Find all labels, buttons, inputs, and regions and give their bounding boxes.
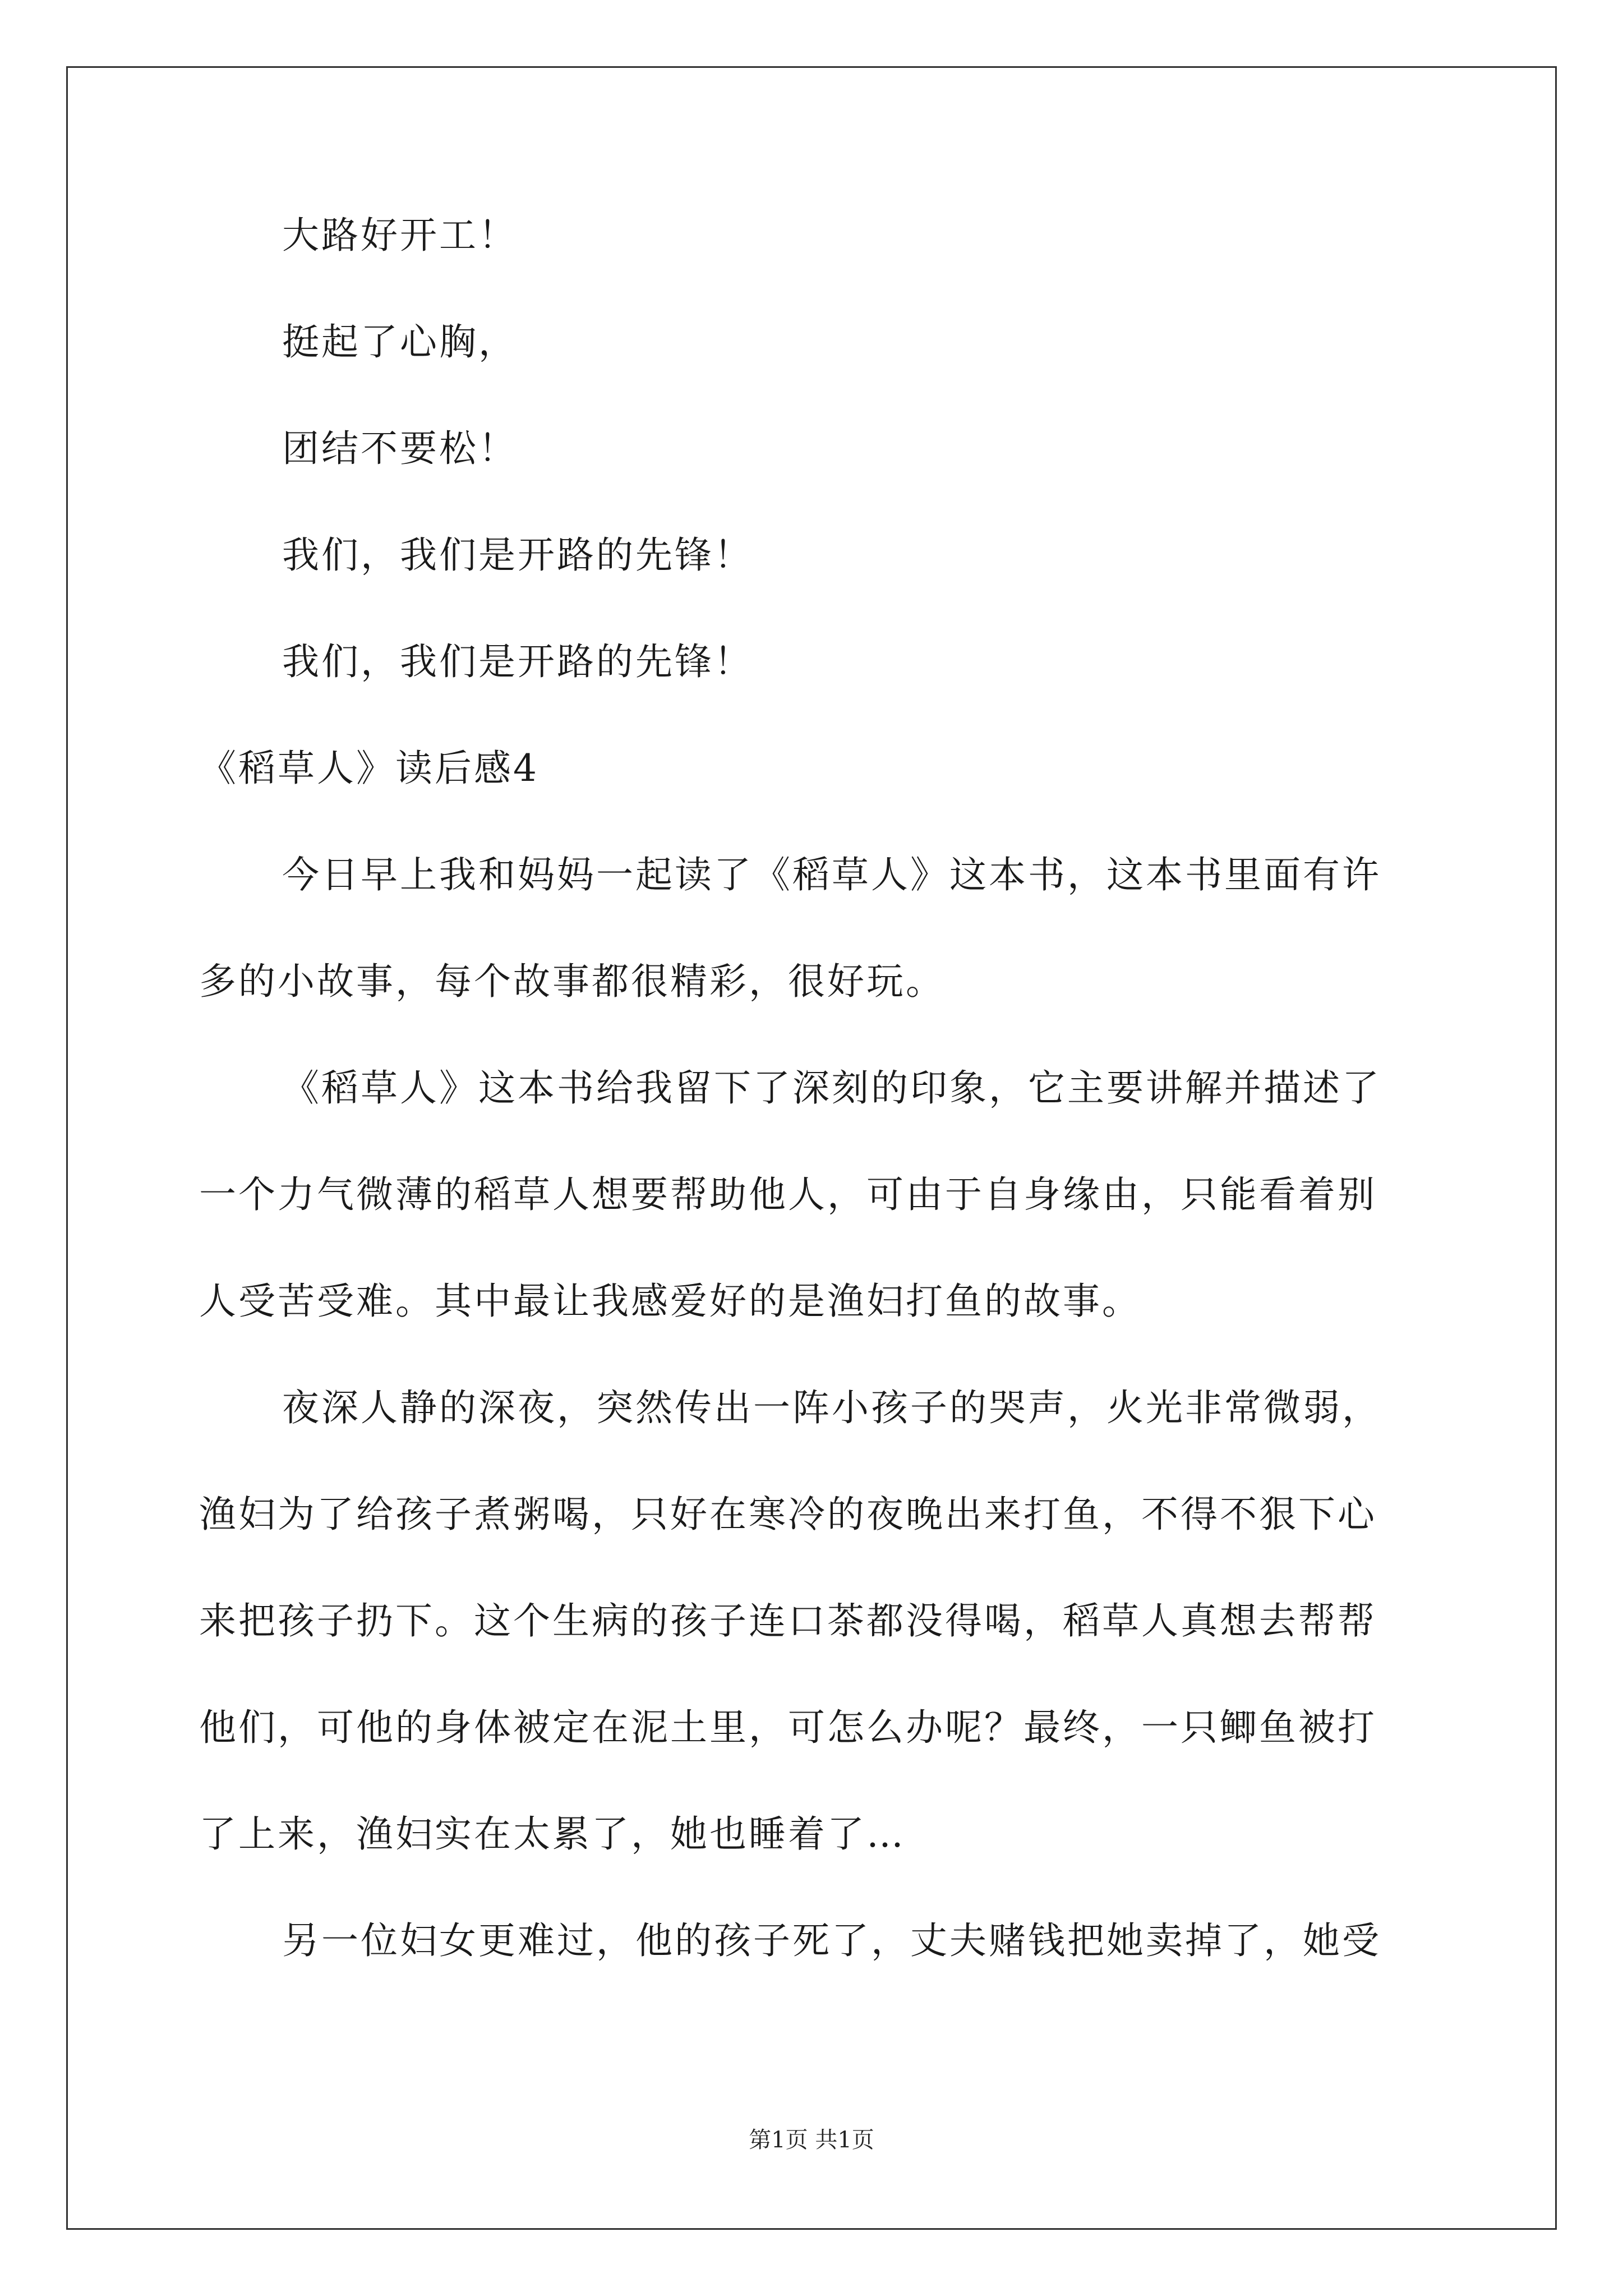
paragraph-line: 他们，可他的身体被定在泥土里，可怎么办呢？最终，一只鲫鱼被打 — [199, 1706, 1377, 1749]
page-footer: 第1页 共1页 — [749, 2127, 874, 2153]
paragraph-line: 渔妇为了给孩子煮粥喝，只好在寒冷的夜晚出来打鱼，不得不狠下心 — [199, 1493, 1377, 1536]
paragraph-line: 了上来，渔妇实在太累了，她也睡着了… — [199, 1812, 906, 1856]
section-heading: 《稻草人》读后感4 — [199, 747, 539, 790]
poem-line: 我们，我们是开路的先锋！ — [282, 640, 753, 683]
paragraph-line: 另一位妇女更难过，他的孩子死了，丈夫赌钱把她卖掉了，她受 — [282, 1919, 1381, 1962]
poem-line: 挺起了心胸， — [282, 320, 518, 364]
paragraph-line: 一个力气微薄的稻草人想要帮助他人，可由于自身缘由，只能看着别 — [199, 1173, 1377, 1216]
paragraph-line: 夜深人静的深夜，突然传出一阵小孩子的哭声，火光非常微弱， — [282, 1386, 1381, 1429]
poem-line: 我们，我们是开路的先锋！ — [282, 533, 753, 577]
paragraph-line: 《稻草人》这本书给我留下了深刻的印象，它主要讲解并描述了 — [282, 1066, 1381, 1110]
paragraph-line: 今日早上我和妈妈一起读了《稻草人》这本书，这本书里面有许 — [282, 853, 1381, 896]
poem-line: 团结不要松！ — [282, 427, 518, 470]
paragraph-line: 多的小故事，每个故事都很精彩，很好玩。 — [199, 960, 945, 1003]
paragraph-line: 来把孩子扔下。这个生病的孩子连口茶都没得喝，稻草人真想去帮帮 — [199, 1599, 1377, 1642]
poem-line: 大路好开工！ — [282, 214, 518, 257]
page-border — [66, 66, 1557, 2230]
paragraph-line: 人受苦受难。其中最让我感爱好的是渔妇打鱼的故事。 — [199, 1280, 1141, 1323]
